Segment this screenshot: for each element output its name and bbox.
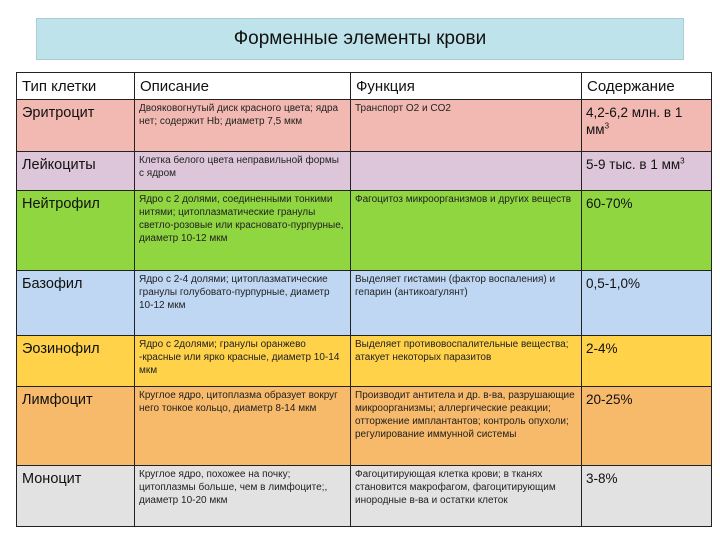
cell-function: Производит антитела и др. в-ва, разрушающие микроорганизмы; аллергические реакции; отторжение имплантантов; контроль опухоли; регулирование иммунной системы	[351, 387, 582, 466]
cell-description: Ядро с 2 долями, соединенными тонкими нитями; цитоплазматические гранулы светло-розовые или красновато-пурпурные, диаметр 10-12 мкм	[135, 191, 351, 271]
slide-title: Форменные элементы крови	[36, 18, 684, 60]
cell-function: Транспорт O2 и CO2	[351, 100, 582, 152]
cell-type: Лимфоцит	[17, 387, 135, 466]
cell-type: Моноцит	[17, 466, 135, 527]
table-row-basophil	[17, 271, 712, 336]
cell-type: Базофил	[17, 271, 135, 336]
table-row-neutrophil	[17, 191, 712, 271]
cell-description: Круглое ядро, цитоплазма образует вокруг него тонкое кольцо, диаметр 8-14 мкм	[135, 387, 351, 466]
blood-elements-table	[16, 72, 712, 527]
column-header-description: Описание	[135, 73, 351, 100]
cell-function: Фагоцитоз микроорганизмов и других веществ	[351, 191, 582, 271]
cell-description: Клетка белого цвета неправильной формы с ядром	[135, 152, 351, 191]
cell-function: Фагоцитирующая клетка крови; в тканях становится макрофагом, фагоцитирующим инородные в-ва и остатки клеток	[351, 466, 582, 527]
cell-description: Ядро с 2долями; гранулы оранжево -красные или ярко красные, диаметр 10-14 мкм	[135, 336, 351, 387]
column-header-function: Функция	[351, 73, 582, 100]
cell-content: 2-4%	[582, 336, 712, 387]
cell-type: Эритроцит	[17, 100, 135, 152]
cell-content: 3-8%	[582, 466, 712, 527]
cell-description: Двояковогнутый диск красного цвета; ядра нет; содержит Hb; диаметр 7,5 мкм	[135, 100, 351, 152]
column-header-content: Содержание	[582, 73, 712, 100]
cell-function: Выделяет гистамин (фактор воспаления) и гепарин (антикоагулянт)	[351, 271, 582, 336]
table-row-lymphocyte	[17, 387, 712, 466]
cell-content: 5-9 тыс. в 1 $мм^3$	[582, 152, 712, 191]
cell-function	[351, 152, 582, 191]
table-row-eosinophil	[17, 336, 712, 387]
cell-type: Лейкоциты	[17, 152, 135, 191]
cell-content: 60-70%	[582, 191, 712, 271]
cell-content: 0,5-1,0%	[582, 271, 712, 336]
cell-description: Круглое ядро, похожее на почку; цитоплазмы больше, чем в лимфоците;, диаметр 10-20 мкм	[135, 466, 351, 527]
table-row-erythrocyte	[17, 100, 712, 152]
cell-content: 4,2-6,2 млн. в 1 $мм^3$	[582, 100, 712, 152]
column-header-type: Тип клетки	[17, 73, 135, 100]
table-row-leukocytes	[17, 152, 712, 191]
cell-type: Эозинофил	[17, 336, 135, 387]
table-row-monocyte	[17, 466, 712, 527]
cell-function: Выделяет противовоспалительные вещества; атакует некоторых паразитов	[351, 336, 582, 387]
cell-description: Ядро с 2-4 долями; цитоплазматические гранулы голубовато-пурпурные, диаметр 10-12 мкм	[135, 271, 351, 336]
table-header-row	[17, 73, 712, 100]
cell-content: 20-25%	[582, 387, 712, 466]
cell-type: Нейтрофил	[17, 191, 135, 271]
